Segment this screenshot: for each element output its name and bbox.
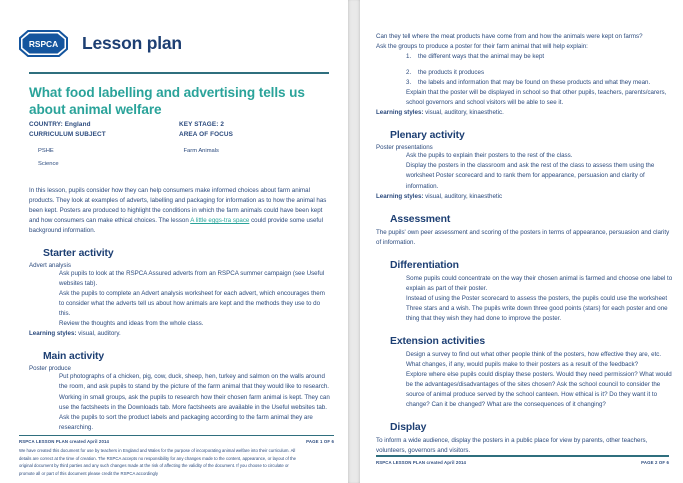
svg-text:RSPCA: RSPCA <box>28 38 59 49</box>
lesson-intro <box>29 186 331 236</box>
main-line-5: Ask the groups to produce a poster for their farm animal that will help explain: <box>376 43 588 51</box>
poster-explain-item <box>406 78 676 88</box>
rspca-logo-icon <box>19 30 68 57</box>
main-line-3: Ask the pupils to sort the product labels and packaging according to the farm animal they are researching. <box>59 413 313 431</box>
starter-heading: Starter activity <box>43 248 114 260</box>
extension-line-2: Explore where else pupils could display these posters. Would they need permission? What would be the advantages/disadvantages of the sites chosen? Ask the school council to consider the source of animal produce served by the school canteen. How ethical is it? Do they want it to change? Can it be changed? What are the consequences of it changing? <box>406 371 672 409</box>
meta-row-labels-1 <box>29 120 329 130</box>
main-learning-styles <box>376 108 676 118</box>
footer-page-number: PAGE 1 OF 6 <box>306 439 334 445</box>
display-section <box>376 422 676 456</box>
footer-disclaimer: We have created this document for use by teachers in England and Wales for the purpose of incorporating animal welfare into their curriculum. All details are correct at the time of creation. The RSPCA accepts no responsibility for any changes made to the content, appearance, or layout of the original document by third parties and any such changes made at the risk of affecting the validity of the document. If you choose to circulate or promote all or part of this document please credit the RSPCA accordingly <box>19 448 296 476</box>
footer-meta-row <box>19 439 334 444</box>
page-1-footer <box>19 435 334 477</box>
differentiation-line-2: Instead of using the Poster scorecard to assess the posters, the pupils could use the worksheet Three stars and a wish. The pupils write down three good points (stars) for each poster and one thing that they wish they had done to improve the poster. <box>406 294 668 322</box>
meta-subject-item: Science <box>38 161 59 168</box>
lesson-title: What food labelling and advertising tells us about animal welfare <box>29 85 305 118</box>
header-divider <box>29 72 329 74</box>
intro-text-part2: could provide some useful background information. <box>29 216 323 235</box>
meta-curriculum-subject: CURRICULUM SUBJECT <box>29 130 106 138</box>
differentiation-section <box>376 260 676 324</box>
footer-divider <box>376 455 669 457</box>
main-line-4: Can they tell where the meat products have come from and how the animals were kept on farms? <box>376 33 643 40</box>
main-line-2: Working in small groups, ask the pupils to research how their chosen farm animal is kept. They can use the factsheets in the Downloads tab. More factsheets are available in the Useful websites tab. <box>59 393 330 411</box>
footer-source: RSPCA LESSON PLAN created April 2014 <box>19 439 110 445</box>
plenary-learning-styles <box>376 192 676 202</box>
differentiation-line-1: Some pupils could concentrate on the way their chosen animal is farmed and choose one label to explain as part of their poster. <box>406 274 673 292</box>
list-text: the different ways that the animal may be kept <box>418 53 545 61</box>
main-continued-body <box>376 32 676 52</box>
plenary-line-2: Display the posters in the classroom and ask the rest of the class to assess them using the worksheet Poster scorecard and to rank them for appearance, persuasion and clarity of information. <box>406 162 655 190</box>
main-closing-body <box>406 88 676 108</box>
meta-focus-item: Farm Animals <box>183 147 219 154</box>
starter-line-2: Ask the pupils to complete an Advert analysis worksheet for each advert, which encourages them to consider what the adverts tell us about how animals are kept and the methods they use to do this. <box>59 290 325 318</box>
meta-subject-item: PSHE <box>38 147 54 154</box>
assessment-section <box>376 214 676 248</box>
meta-area-of-focus: AREA OF FOCUS <box>179 130 233 138</box>
main-activity-section <box>29 351 331 432</box>
display-text: To inform a wide audience, display the posters in a public place for view by parents, other teachers, volunteers, governors and visitors. <box>376 437 648 455</box>
footer-source: RSPCA LESSON PLAN created April 2014 <box>376 460 467 465</box>
list-text: the products it produces <box>418 69 485 77</box>
footer-meta-row <box>376 460 669 465</box>
main-heading: Main activity <box>43 351 105 363</box>
assessment-heading: Assessment <box>390 213 451 225</box>
meta-focus-list <box>184 145 330 172</box>
differentiation-body <box>406 274 676 324</box>
extension-heading: Extension activities <box>390 335 486 347</box>
starter-activity-section <box>29 248 331 339</box>
intro-text-part1: In this lesson, pupils consider how they can help consumers make informed choices about farm animal products. They look at examples of adverts, labelling and packaging for information as to how the animal has been kept. Posters are produced to highlight the conditions in which the farm animals could have been kept and how consumers can make ethical choices. The lesson <box>29 186 327 224</box>
starter-line-1: Ask pupils to look at the RSPCA Assured adverts from an RSPCA summer campaign (see Useful websites tab). <box>59 270 325 288</box>
list-number: 1. <box>406 53 412 61</box>
starter-learning-styles <box>29 329 331 339</box>
plenary-learning-value: visual, auditory, kinaesthetic <box>423 192 503 200</box>
extension-section <box>376 336 676 410</box>
starter-subhead: Advert analysis <box>29 262 71 270</box>
plenary-subhead: Poster presentations <box>376 144 433 152</box>
starter-line-3: Review the thoughts and ideas from the whole class. <box>59 320 204 328</box>
main-line-6: Explain that the poster will be displayed in school so that other pupils, teachers, parents/carers, school governors and school visitors will be able to see it. <box>406 89 667 107</box>
meta-country: COUNTRY: England <box>29 120 91 128</box>
extension-line-1: Design a survey to find out what other people think of the posters, how effective they are, etc. What changes, if any, would pupils make to their posters as a result of the feedback? <box>406 350 662 368</box>
meta-row-values <box>29 145 329 172</box>
main-line-1: Put photographs of a chicken, pig, cow, duck, sheep, hen, turkey and salmon on the walls around the room, and ask pupils to stand by the picture of the farm animal that they would like to research. <box>59 373 329 391</box>
list-number: 3. <box>406 79 412 87</box>
main-learning-value: visual, auditory, kinaesthetic. <box>423 109 504 117</box>
list-number: 2. <box>406 69 412 77</box>
list-text: the labels and information that may be found on these products and what they mean. <box>418 79 651 87</box>
poster-explain-item <box>406 68 676 78</box>
poster-explain-list-2 <box>406 68 676 88</box>
page-2 <box>360 0 683 483</box>
plenary-heading: Plenary activity <box>390 130 465 142</box>
main-learning-label: Learning styles: <box>376 109 424 117</box>
plenary-body <box>406 151 676 191</box>
display-heading: Display <box>390 422 427 434</box>
page-gutter <box>348 0 360 483</box>
page-2-footer <box>376 455 669 465</box>
plenary-line-1: Ask the pupils to explain their posters to the rest of the class. <box>406 152 573 160</box>
poster-explain-list <box>406 52 676 62</box>
footer-page-number: PAGE 2 OF 6 <box>641 460 669 465</box>
starter-learning-value: visual, auditory. <box>76 330 121 338</box>
document-header <box>19 26 334 60</box>
poster-explain-item <box>406 52 676 62</box>
meta-key-stage: KEY STAGE: 2 <box>179 120 224 128</box>
footer-divider <box>19 435 334 437</box>
plenary-activity-section <box>376 130 676 201</box>
main-subhead: Poster produce <box>29 365 71 373</box>
assessment-text: The pupils' own peer assessment and scoring of the posters in terms of appearance, persuasion and clarity of information. <box>376 228 670 246</box>
starter-learning-label: Learning styles: <box>29 330 77 338</box>
main-body <box>59 372 331 432</box>
differentiation-heading: Differentiation <box>390 259 459 271</box>
lesson-meta <box>29 120 329 172</box>
starter-body <box>59 269 331 329</box>
meta-row-labels-2 <box>29 130 329 140</box>
plenary-learning-label: Learning styles: <box>376 192 424 200</box>
meta-subject-list <box>38 145 184 172</box>
related-lesson-link[interactable]: A little eggs-tra space <box>190 216 250 224</box>
main-activity-continued <box>376 32 676 118</box>
extension-body <box>406 350 676 410</box>
page-title: Lesson plan <box>82 32 182 53</box>
